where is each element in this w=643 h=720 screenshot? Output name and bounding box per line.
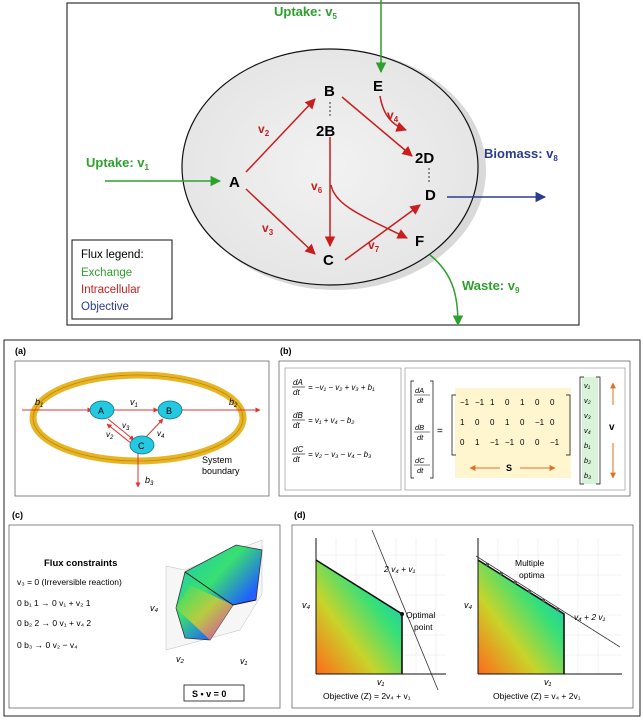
s-matrix-cell: −1 [535, 418, 545, 427]
eq-c-den: dt [293, 455, 300, 464]
svg-text:dC: dC [415, 456, 425, 465]
node-c: C [323, 252, 334, 269]
s-matrix-cell: −1 [550, 438, 560, 447]
s-matrix-cell: −1 [460, 398, 470, 407]
flux-constraints-title: Flux constraints [44, 558, 118, 569]
s-matrix-cell: −1 [505, 438, 515, 447]
s-matrix-cell: 1 [505, 418, 510, 427]
svg-text:dA: dA [415, 386, 425, 395]
svg-text:dt: dt [417, 396, 424, 405]
optimal-label-2: point [414, 622, 433, 632]
multiple-optima-label-2: optima [519, 570, 545, 580]
label-biomass-v8: Biomass: $v_8$ [484, 146, 558, 163]
v-vector-entry: b₂ [584, 456, 592, 465]
node-2d: 2D [415, 150, 435, 167]
s-matrix-cell: 0 [535, 438, 540, 447]
right-objective: Objective (Z) = v₄ + 2v₁ [493, 691, 581, 701]
constraint-1: v₃ = 0 (Irreversible reaction) [17, 577, 122, 587]
legend-title: Flux legend: [81, 249, 144, 261]
pd-left-axis-v4: v₄ [302, 600, 311, 610]
constraint-3: 0 b₂ 2 → 0 v₁ + v₄ 2 [17, 618, 92, 628]
node-a: A [229, 174, 240, 191]
v-vector-entry: v₂ [584, 396, 591, 405]
svg-text:dB: dB [415, 423, 425, 432]
sv-equation: S • v = 0 [192, 689, 227, 699]
s-matrix-cell: 1 [460, 418, 465, 427]
v-vector-entry: b₃ [584, 471, 592, 480]
label-v3: $v_3$ [262, 221, 274, 237]
legend-exchange: Exchange [81, 267, 133, 279]
pa-v3: $v_3$ [122, 421, 130, 432]
right-line-label: v₄ + 2 v₁ [574, 612, 606, 622]
panel-d-label: (d) [294, 510, 306, 520]
v-vector-entry: v₁ [584, 381, 591, 390]
s-matrix-cell: 0 [535, 398, 540, 407]
left-objective: Objective (Z) = 2v₄ + v₁ [323, 691, 411, 701]
s-matrix-cell: 1 [520, 398, 525, 407]
label-waste-v9: Waste: $v_9$ [462, 278, 520, 295]
pd-right-axis-v4: v₄ [464, 600, 473, 610]
s-matrix-cell: 1 [490, 398, 495, 407]
pa-node-a: A [98, 406, 105, 416]
label-uptake-v1: Uptake: $v_1$ [86, 155, 149, 172]
eq-a-num: dA [293, 378, 303, 387]
eq-c-num: dC [293, 445, 304, 454]
pc-axis-v2: v₂ [176, 654, 184, 664]
multiple-optima-label-1: Multiple [515, 558, 545, 568]
pa-node-b: B [166, 406, 173, 416]
left-line-label: 2 v₄ + v₁ [384, 564, 416, 574]
pa-v1: $v_1$ [130, 397, 138, 409]
node-d: D [425, 187, 436, 204]
pd-right-axis-v1: v₁ [544, 677, 552, 687]
pc-axis-v1: v₁ [240, 656, 248, 666]
v-vector-entry: v₄ [584, 426, 591, 435]
eq-b-den: dt [293, 421, 300, 430]
pa-v4: $v_4$ [157, 429, 165, 440]
eq-a-rhs: = −v₁ − v₂ + v₃ + b₁ [308, 383, 375, 392]
s-matrix-cell: −1 [490, 438, 500, 447]
v-vector-entry: b₁ [584, 441, 591, 450]
label-uptake-v5: Uptake: $v_5$ [274, 4, 337, 21]
node-f: F [415, 233, 425, 250]
pa-boundary-line1: System [202, 455, 233, 465]
s-matrix-cell: 0 [520, 418, 525, 427]
legend-objective: Objective [81, 301, 129, 313]
optimal-point-dot [400, 612, 404, 616]
pa-b2: $b_2$ [229, 397, 238, 409]
panel-b-label: (b) [280, 346, 292, 356]
constraint-2: 0 b₁ 1 → 0 v₁ + v₂ 1 [17, 598, 91, 608]
svg-text:dt: dt [417, 433, 424, 442]
s-matrix-cell: 0 [520, 438, 525, 447]
s-matrix-cell: −1 [475, 398, 485, 407]
eq-c-rhs: = v₂ − v₃ − v₄ − b₃ [308, 450, 372, 459]
s-matrix-cell: 0 [475, 418, 480, 427]
panel-a-label: (a) [15, 346, 26, 356]
matrix-equals: = [437, 426, 443, 437]
panel-c-label: (c) [12, 510, 23, 520]
optimal-label-1: Optimal [406, 610, 436, 620]
pc-axis-v4: v₄ [150, 603, 159, 613]
s-matrix-cell: 1 [475, 438, 480, 447]
eq-b-num: dB [293, 411, 303, 420]
node-2b: 2B [316, 123, 336, 140]
s-matrix-cell: 0 [505, 398, 510, 407]
pa-b1: $b_1$ [35, 397, 44, 409]
s-matrix-cell: 0 [550, 398, 555, 407]
v-label: v [609, 422, 615, 433]
svg-text:dt: dt [417, 466, 424, 475]
s-label: S [506, 463, 513, 473]
v-vector-entry: v₃ [584, 411, 591, 420]
s-matrix-cell: 0 [490, 418, 495, 427]
constraint-4: 0 b₃ → 0 v₂ − v₄ [17, 640, 78, 650]
label-v2: $v_2$ [258, 122, 270, 138]
pa-b3: $b_3$ [145, 475, 154, 487]
s-matrix-cell: 0 [550, 418, 555, 427]
pd-left-axis-v1: v₁ [377, 677, 385, 687]
node-b: B [324, 83, 335, 100]
s-matrix-cell: 0 [460, 438, 465, 447]
label-v4: $v_4$ [387, 108, 399, 124]
node-e: E [373, 78, 384, 95]
label-v7: $v_7$ [368, 238, 380, 254]
label-v6: $v_6$ [311, 179, 323, 195]
pa-boundary-line2: boundary [202, 466, 240, 476]
eq-a-den: dt [293, 388, 300, 397]
pa-node-c: C [138, 441, 145, 451]
pa-v2: $v_2$ [106, 430, 114, 441]
eq-b-rhs: = v₁ + v₄ − b₂ [308, 416, 355, 425]
legend-intracellular: Intracellular [81, 284, 141, 296]
